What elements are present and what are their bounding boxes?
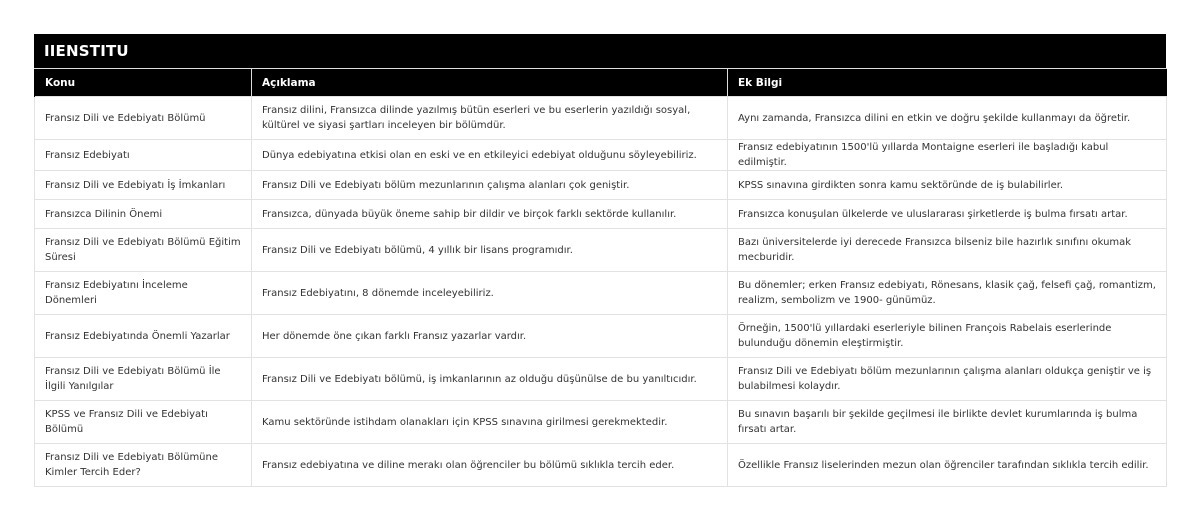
cell-konu: KPSS ve Fransız Dili ve Edebiyatı Bölümü (35, 401, 252, 444)
table-row (35, 171, 1167, 200)
cell-konu: Fransız Edebiyatını İnceleme Dönemleri (35, 272, 252, 315)
cell-ek-bilgi: Fransız edebiyatının 1500'lü yıllarda Montaigne eserleri ile başladığı kabul edilmiştir. (728, 140, 1167, 171)
cell-konu: Fransız Dili ve Edebiyatı Bölümü (35, 97, 252, 140)
cell-aciklama: Fransızca, dünyada büyük öneme sahip bir dildir ve birçok farklı sektörde kullanılır. (252, 200, 728, 229)
cell-aciklama: Fransız Dili ve Edebiyatı bölüm mezunlarının çalışma alanları çok geniştir. (252, 171, 728, 200)
cell-ek-bilgi: Bu dönemler; erken Fransız edebiyatı, Rönesans, klasik çağ, felsefi çağ, romantizm, realizm, sembolizm ve 1900- günümüz. (728, 272, 1167, 315)
cell-aciklama: Fransız Dili ve Edebiyatı bölümü, 4 yıllık bir lisans programıdır. (252, 229, 728, 272)
table-row (35, 444, 1167, 487)
cell-ek-bilgi: Fransızca konuşulan ülkelerde ve uluslararası şirketlerde iş bulma fırsatı artar. (728, 200, 1167, 229)
table-row (35, 200, 1167, 229)
cell-ek-bilgi: Örneğin, 1500'lü yıllardaki eserleriyle bilinen François Rabelais eserlerinde bulunduğu dönemin eleştirmiştir. (728, 315, 1167, 358)
cell-aciklama: Fransız Dili ve Edebiyatı bölümü, iş imkanlarının az olduğu düşünülse de bu yanıltıcıdır. (252, 358, 728, 401)
cell-ek-bilgi: Bu sınavın başarılı bir şekilde geçilmesi ile birlikte devlet kurumlarında iş bulma fırsatı artar. (728, 401, 1167, 444)
table-row (35, 97, 1167, 140)
table-header-row (35, 69, 1167, 97)
cell-ek-bilgi: Aynı zamanda, Fransızca dilini en etkin ve doğru şekilde kullanmayı da öğretir. (728, 97, 1167, 140)
table-row (35, 229, 1167, 272)
column-header-konu: Konu (35, 69, 252, 97)
table-row (35, 401, 1167, 444)
table-row (35, 315, 1167, 358)
table-row (35, 140, 1167, 171)
cell-konu: Fransız Dili ve Edebiyatı İş İmkanları (35, 171, 252, 200)
cell-konu: Fransız Edebiyatında Önemli Yazarlar (35, 315, 252, 358)
cell-ek-bilgi: KPSS sınavına girdikten sonra kamu sektöründe de iş bulabilirler. (728, 171, 1167, 200)
cell-konu: Fransız Dili ve Edebiyatı Bölümü Eğitim Süresi (35, 229, 252, 272)
cell-konu: Fransız Edebiyatı (35, 140, 252, 171)
cell-konu: Fransız Dili ve Edebiyatı Bölümü İle İlgili Yanılgılar (35, 358, 252, 401)
brand-header (34, 34, 1166, 68)
cell-ek-bilgi: Bazı üniversitelerde iyi derecede Fransızca bilseniz bile hazırlık sınıfını okumak mecburidir. (728, 229, 1167, 272)
cell-aciklama: Fransız Edebiyatını, 8 dönemde inceleyebiliriz. (252, 272, 728, 315)
brand-logo: IIENSTITU (44, 42, 129, 60)
info-table (34, 68, 1167, 487)
cell-aciklama: Her dönemde öne çıkan farklı Fransız yazarlar vardır. (252, 315, 728, 358)
cell-aciklama: Dünya edebiyatına etkisi olan en eski ve en etkileyici edebiyat olduğunu söyleyebiliriz. (252, 140, 728, 171)
table-row (35, 272, 1167, 315)
cell-ek-bilgi: Fransız Dili ve Edebiyatı bölüm mezunlarının çalışma alanları oldukça geniştir ve iş bulabilmesi kolaydır. (728, 358, 1167, 401)
cell-aciklama: Fransız dilini, Fransızca dilinde yazılmış bütün eserleri ve bu eserlerin yazıldığı sosyal, kültürel ve siyasi şartları inceleyen bir bölümdür. (252, 97, 728, 140)
column-header-ek-bilgi: Ek Bilgi (728, 69, 1167, 97)
cell-konu: Fransız Dili ve Edebiyatı Bölümüne Kimler Tercih Eder? (35, 444, 252, 487)
cell-konu: Fransızca Dilinin Önemi (35, 200, 252, 229)
cell-ek-bilgi: Özellikle Fransız liselerinden mezun olan öğrenciler tarafından sıklıkla tercih edilir. (728, 444, 1167, 487)
cell-aciklama: Kamu sektöründe istihdam olanakları için KPSS sınavına girilmesi gerekmektedir. (252, 401, 728, 444)
table-row (35, 358, 1167, 401)
content-table-container (34, 34, 1166, 487)
column-header-aciklama: Açıklama (252, 69, 728, 97)
cell-aciklama: Fransız edebiyatına ve diline merakı olan öğrenciler bu bölümü sıklıkla tercih eder. (252, 444, 728, 487)
